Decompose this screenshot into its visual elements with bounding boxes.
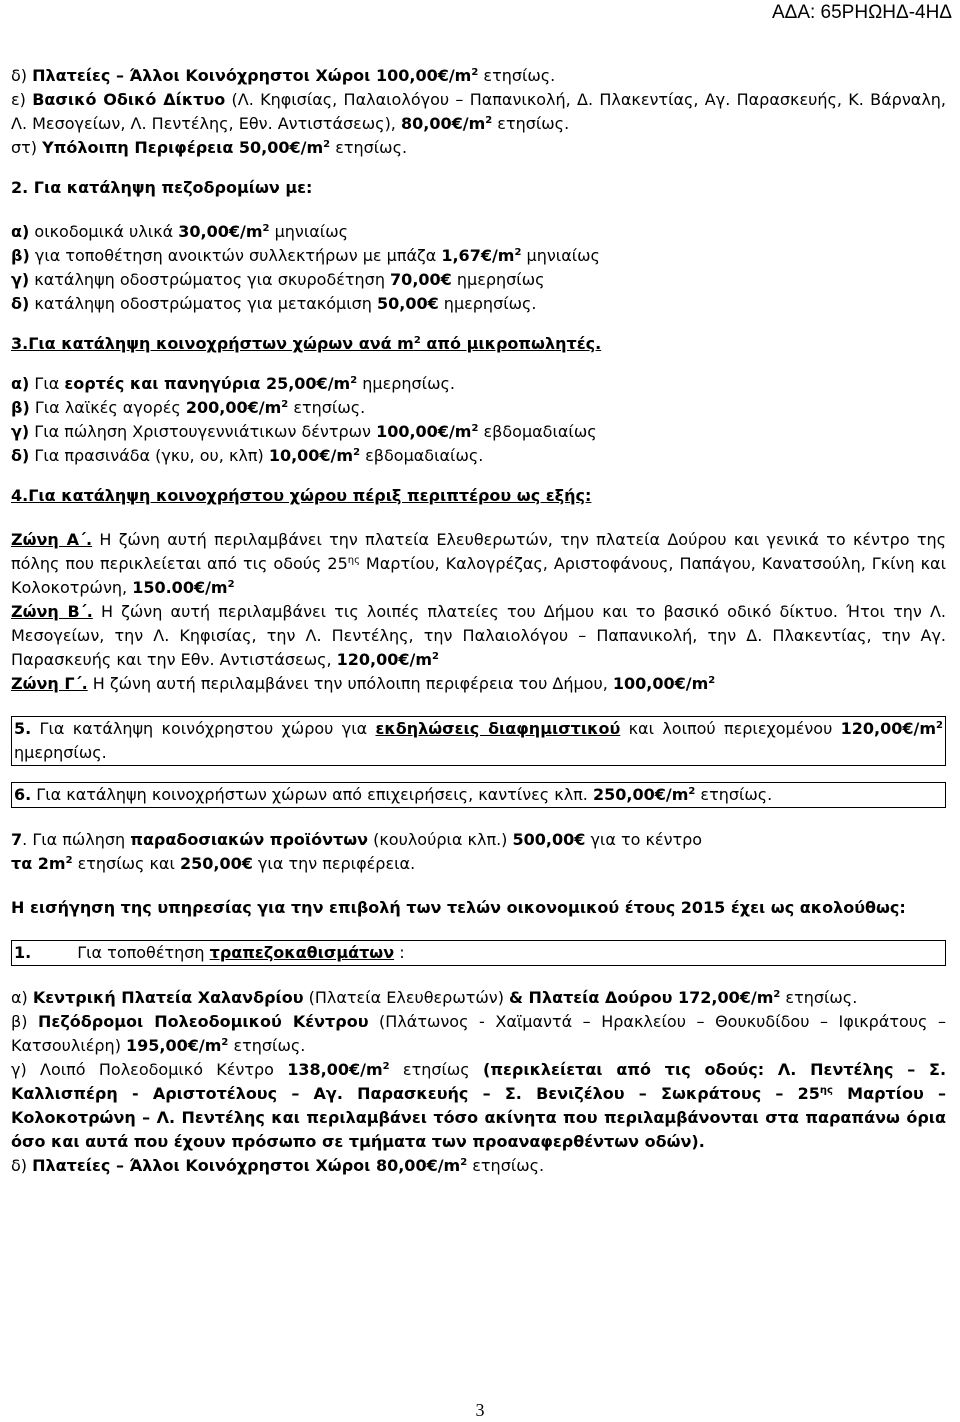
zone-b-paragraph: Ζώνη Β΄. Η ζώνη αυτή περιλαμβάνει τις λοιπές πλατείες του Δήμου και το βασικό οδικό δίκτυο. Ήτοι την Λ. Μεσογείων, την Λ. Κηφισίας, την Λ. Πεντέλης, την Παλαιολόγου – Παπανικολή, την Δ. Πλακεντίας, την Αγ. Παρασκευής και την Εθν. Αντιστάσεως, $120,00€/m^2$ — [11, 602, 946, 669]
section-4-heading: 4.Για κατάληψη κοινοχρήστου χώρου πέριξ περιπτέρου ως εξής: — [11, 486, 592, 505]
page-number: 3 — [475, 1400, 485, 1420]
s3-item-b: β) Για λαϊκές αγορές $200,00€/m^2$ ετησίως. — [11, 398, 366, 417]
s2-item-b: β) για τοποθέτηση ανοικτών συλλεκτήρων με μπάζα $1,67€/m^2$ μηνιαίως — [11, 246, 600, 265]
proposal-item-b: β) Πεζόδρομοι Πολεοδομικού Κέντρου (Πλάτωνος - Χαϊμαντά – Ηρακλείου – Θουκυδίδου – Ιφικράτους – Κατσουλιέρη) $195,00€/m^2$ ετησίως. — [11, 1012, 946, 1055]
proposal-item-d: δ) Πλατείες – Άλλοι Κοινόχρηστοι Χώροι $80,00€/m^2$ ετησίως. — [11, 1156, 545, 1175]
zone-c-paragraph: Ζώνη Γ΄. Η ζώνη αυτή περιλαμβάνει την υπόλοιπη περιφέρεια του Δήμου, $100,00€/m^2$ — [11, 674, 716, 693]
proposal-item-c: γ) Λοιπό Πολεοδομικό Κέντρο $138,00€/m^2$ ετησίως (περικλείεται από τις οδούς: Λ. Πεντέλης – Σ. Καλλισπέρη - Αριστοτέλους – Αγ. Παρασκευής – Σ. Βενιζέλου – Σωκράτους – $25^{\eta\varsigma}$ Μαρτίου – Κολοκοτρώνη – Λ. Πεντέλης και περιλαμβάνει τόσο ακίνητα που περιλαμβάνονται στα παραπάνω όρια όσο και αυτά που έχουν πρόσωπο σε τμήματα των προαναφερθέντων οδών). — [11, 1060, 947, 1151]
proposal-1-boxed: 1. Για τοποθέτηση τραπεζοκαθισμάτων : — [11, 940, 946, 966]
section-2-heading: 2. Για κατάληψη πεζοδρομίων με: — [11, 178, 313, 197]
zone-a-paragraph: Ζώνη Α΄. Η ζώνη αυτή περιλαμβάνει την πλατεία Ελευθερωτών, την πλατεία Δούρου και γενικά το κέντρο της πόλης που περικλείεται από τις οδούς $25^{\eta\varsigma}$ Μαρτίου, Καλογρέζας, Αριστοφάνους, Παπάγου, Κανατσούλη, Γκίνη και Κολοκοτρώνη, $150.00€/m^2$ — [11, 530, 947, 597]
s2-item-d: δ) κατάληψη οδοστρώματος για μετακόμιση 50,00€ ημερησίως. — [11, 294, 537, 313]
section-6-boxed: 6. Για κατάληψη κοινοχρήστων χώρων από επιχειρήσεις, καντίνες κλπ. $250,00€/m^2$ ετησίως. — [11, 782, 946, 808]
zone-a-label: Ζώνη Α΄. — [11, 530, 93, 549]
zone-c-label: Ζώνη Γ΄. — [11, 674, 88, 693]
document-body — [11, 64, 946, 1178]
proposal-item-a: α) Κεντρική Πλατεία Χαλανδρίου (Πλατεία Ελευθερωτών) & Πλατεία Δούρου $172,00€/m^2$ ετησίως. — [11, 988, 858, 1007]
section-5-boxed: 5. Για κατάληψη κοινόχρηστου χώρου για εκδηλώσεις διαφημιστικού και λοιπού περιεχομένου $120,00€/m^2$ ημερησίως. — [11, 716, 946, 766]
section-7: 7. Για πώληση παραδοσιακών προϊόντων (κουλούρια κλπ.) 500,00€ για το κέντρο τα $2m^2$ ετησίως και 250,00€ για την περιφέρεια. — [11, 830, 703, 873]
s2-item-a: α) οικοδομικά υλικά $30,00€/m^2$ μηνιαίως — [11, 222, 349, 241]
proposal-heading: Η εισήγηση της υπηρεσίας για την επιβολή των τελών οικονομικού έτους 2015 έχει ως ακολούθως: — [11, 898, 906, 917]
item-d-squares: δ) Πλατείες – Άλλοι Κοινόχρηστοι Χώροι $100,00€/m^2$ ετησίως. — [11, 66, 556, 85]
s3-item-d: δ) Για πρασινάδα (γκυ, ου, κλπ) $10,00€/m^2$ εβδομαδιαίως. — [11, 446, 484, 465]
s3-item-c: γ) Για πώληση Χριστουγεννιάτικων δέντρων $100,00€/m^2$ εβδομαδιαίως — [11, 422, 597, 441]
section-3-heading: 3.Για κατάληψη κοινοχρήστων χώρων ανά $m^2$ από μικροπωλητές. — [11, 334, 602, 353]
item-e-road-network: ε) Βασικό Οδικό Δίκτυο (Λ. Κηφισίας, Παλαιολόγου – Παπανικολή, Δ. Πλακεντίας, Αγ. Παρασκευής, Κ. Βάρναλη, Λ. Μεσογείων, Λ. Πεντέλης, Εθν. Αντιστάσεως), $80,00€/m^2$ ετησίως. — [11, 90, 947, 133]
zone-b-label: Ζώνη Β΄. — [11, 602, 93, 621]
document-ada-code: ΑΔΑ: 65ΡΗΩΗΔ-4ΗΔ — [771, 2, 952, 23]
s3-item-a: α) Για εορτές και πανηγύρια $25,00€/m^2$ ημερησίως. — [11, 374, 455, 393]
item-st-remaining-area: στ) Υπόλοιπη Περιφέρεια $50,00€/m^2$ ετησίως. — [11, 138, 408, 157]
s2-item-c: γ) κατάληψη οδοστρώματος για σκυροδέτηση 70,00€ ημερησίως — [11, 270, 545, 289]
